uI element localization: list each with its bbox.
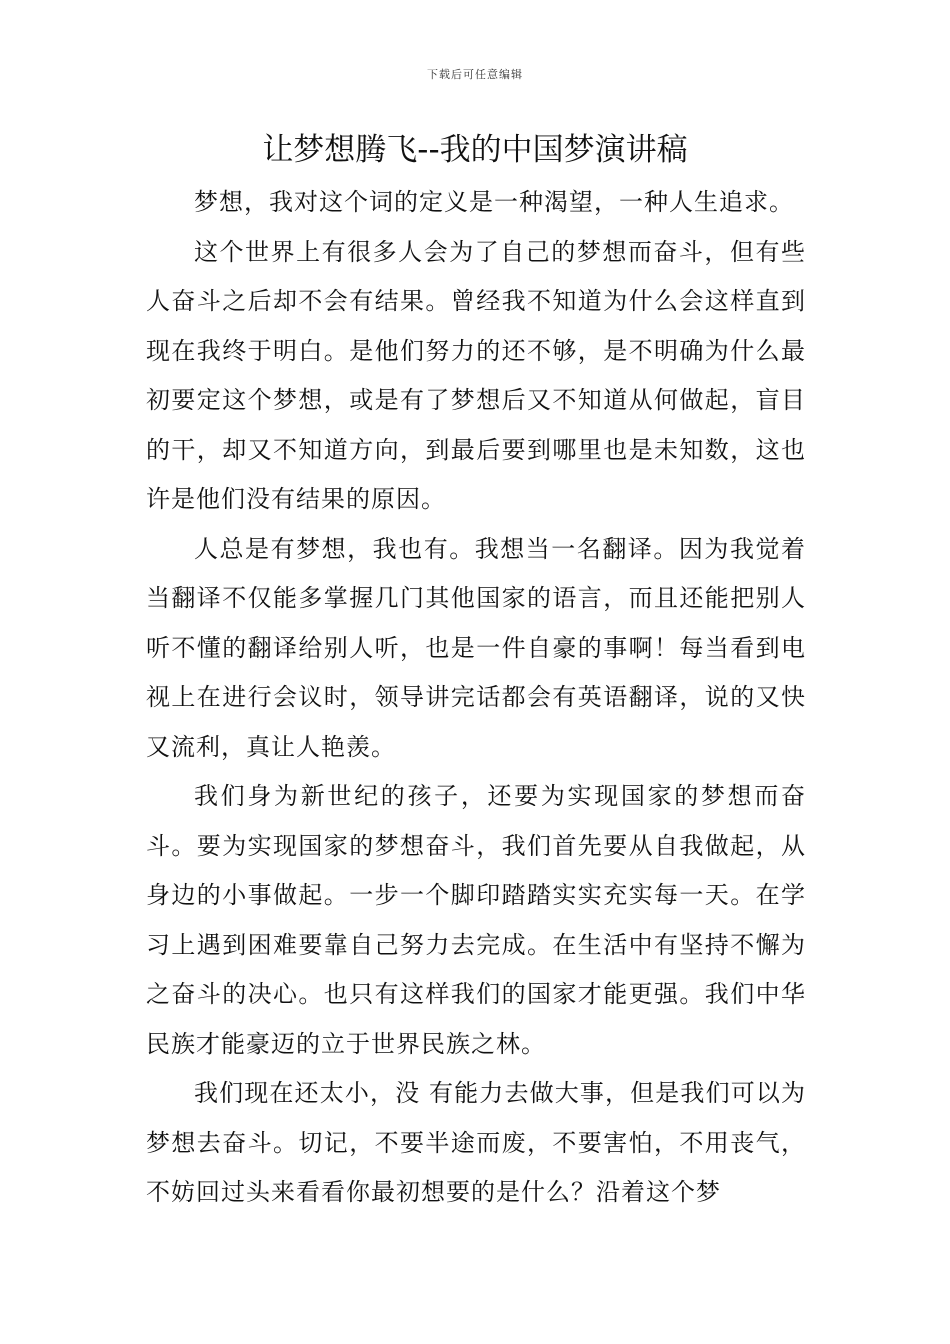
paragraph-2: 这个世界上有很多人会为了自己的梦想而奋斗，但有些人奋斗之后却不会有结果。曾经我不知道为什么会这样直到现在我终于明白。是他们努力的还不够，是不明确为什么最初要定这个梦想，或是有了梦想后又不知道从何做起，盲目的干，却又不知道方向，到最后要到哪里也是未知数，这也许是他们没有结果的原因。 — [146, 237, 806, 513]
document-body — [146, 178, 806, 1218]
document-title: 让梦想腾飞--我的中国梦演讲稿 — [262, 132, 688, 168]
paragraph-5: 我们现在还太小，没 有能力去做大事，但是我们可以为梦想去奋斗。切记，不要半途而废，不要害怕，不用丧气，不妨回过头来看看你最初想要的是什么？沿着这个梦 — [146, 1079, 806, 1206]
paragraph-1: 梦想，我对这个词的定义是一种渴望，一种人生追求。 — [194, 188, 794, 216]
paragraph-4: 我们身为新世纪的孩子，还要为实现国家的梦想而奋斗。要为实现国家的梦想奋斗，我们首先要从自我做起，从身边的小事做起。一步一个脚印踏踏实实充实每一天。在学习上遇到困难要靠自己努力去完成。在生活中有坚持不懈为之奋斗的决心。也只有这样我们的国家才能更强。我们中华民族才能豪迈的立于世界民族之林。 — [146, 782, 806, 1058]
paragraph-3: 人总是有梦想，我也有。我想当一名翻译。因为我觉着当翻译不仅能多掌握几门其他国家的语言，而且还能把别人听不懂的翻译给别人听，也是一件自豪的事啊！每当看到电视上在进行会议时，领导讲完话都会有英语翻译，说的又快又流利，真让人艳羡。 — [146, 534, 806, 761]
header-note: 下载后可任意编辑 — [427, 68, 523, 81]
